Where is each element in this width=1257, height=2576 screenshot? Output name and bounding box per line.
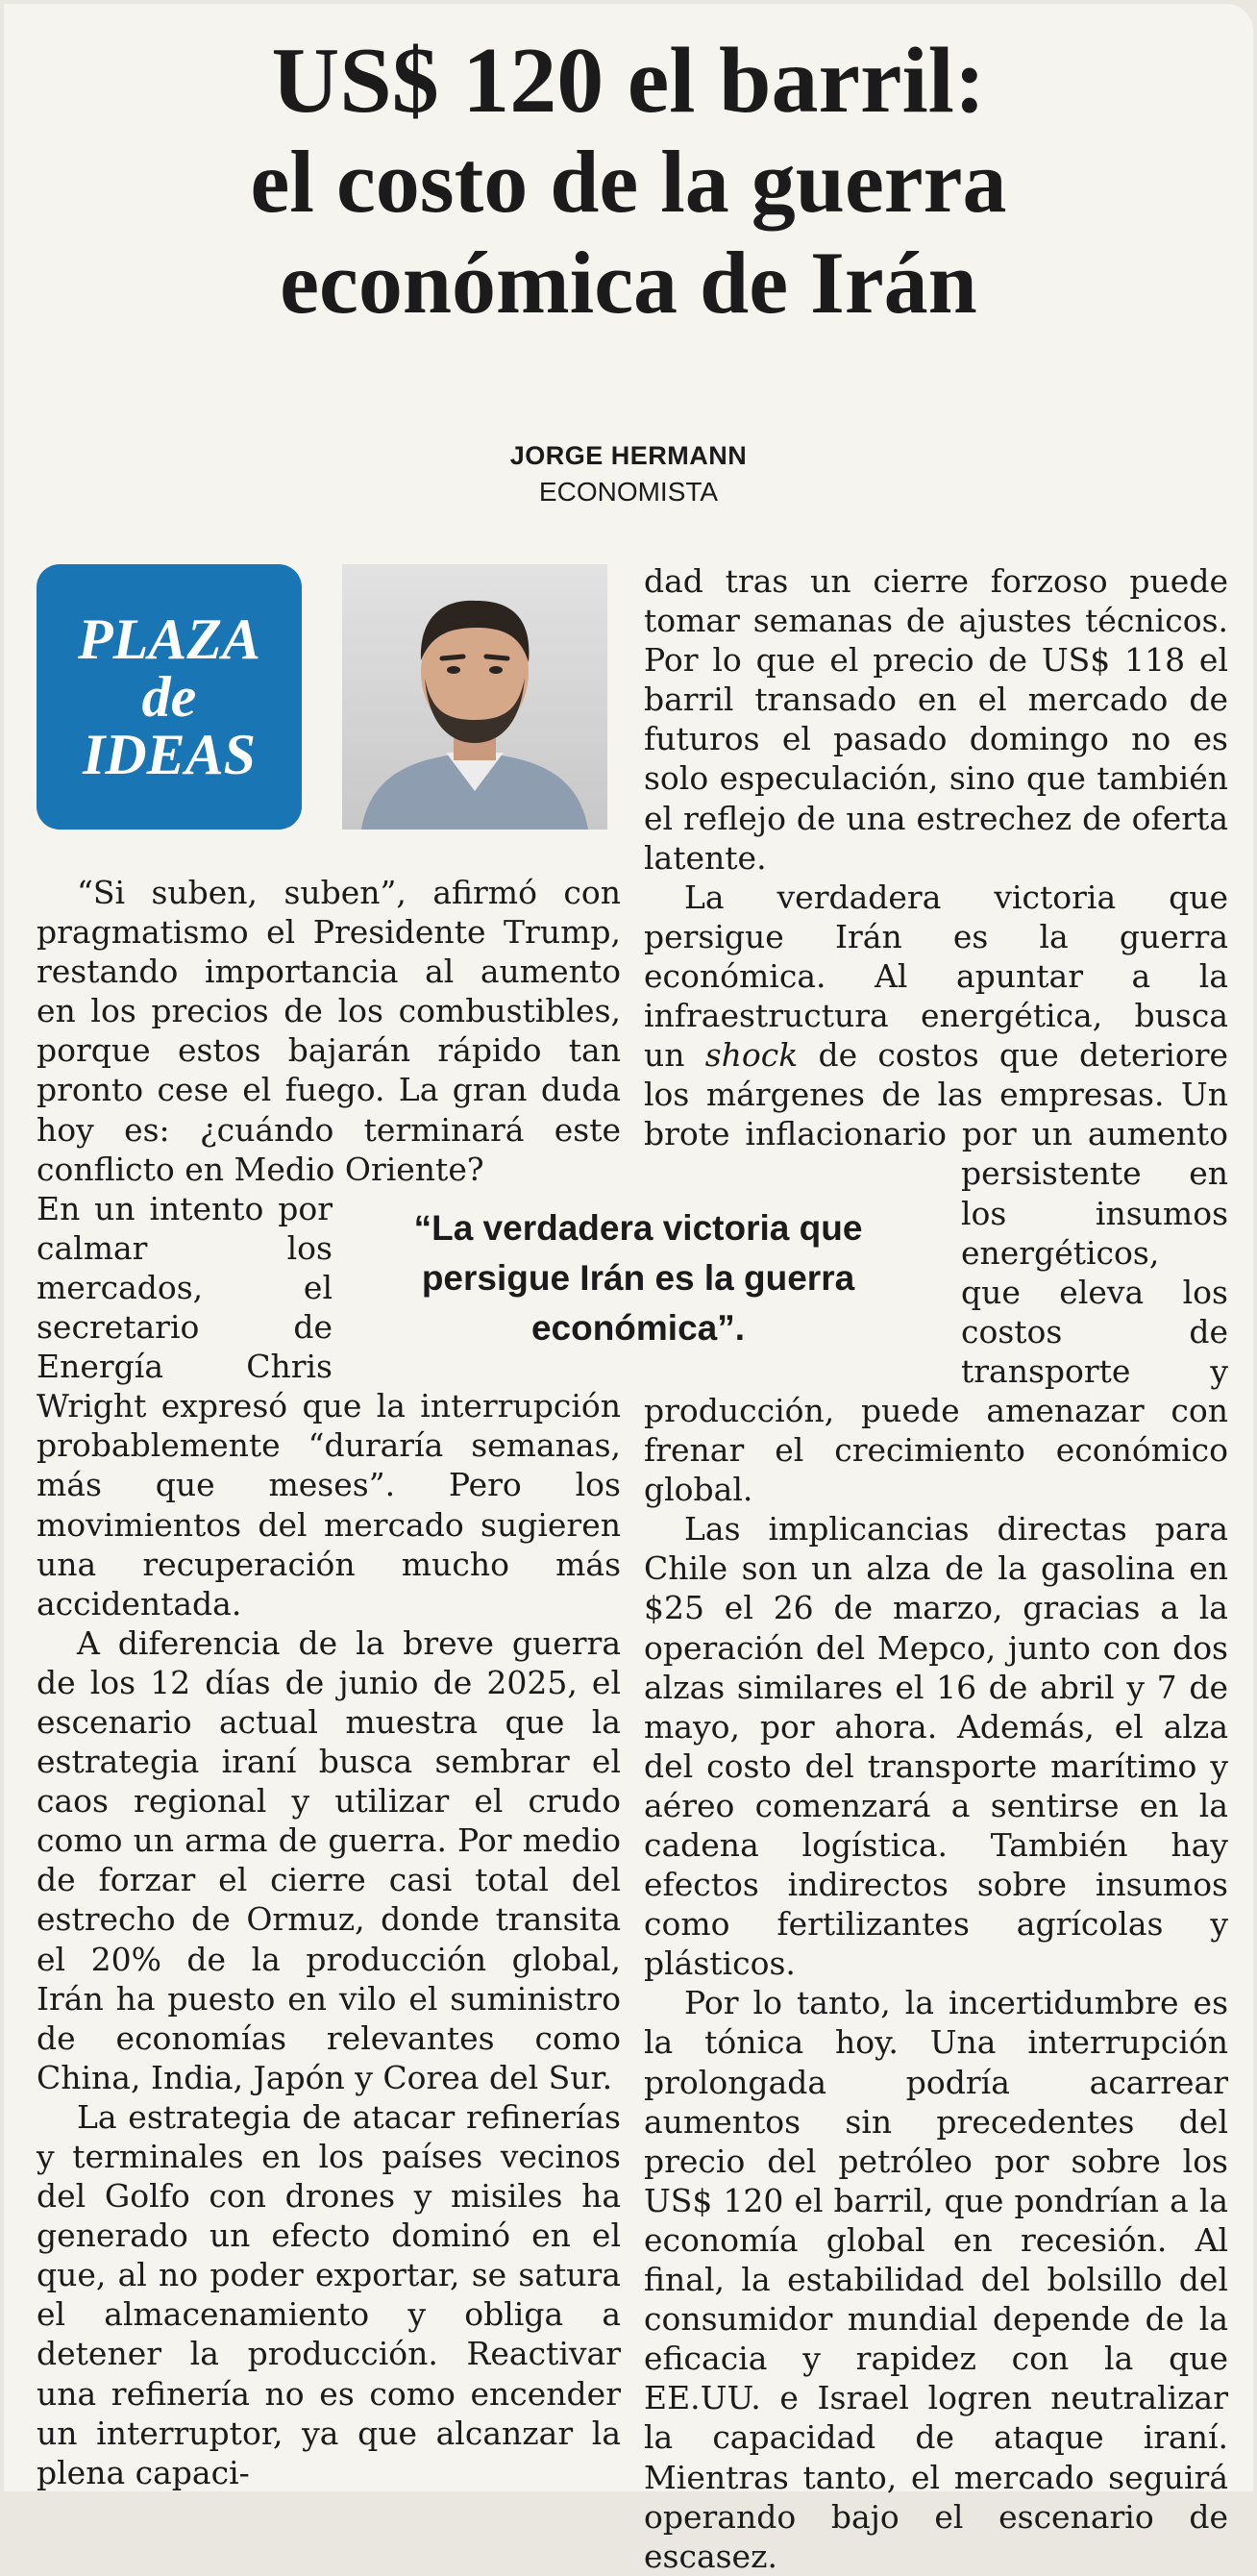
headline xyxy=(4,31,1253,334)
paragraph-4: La estrategia de atacar refinerías y terminales en los países vecinos del Golfo con drones y misiles ha generado un efecto dominó en el que, al no poder exportar, se satura el almacenamiento y obliga a detener la producción. Reactivar una refinería no es como encender un interruptor, ya que alcanzar la plena capaci- xyxy=(37,2097,621,2491)
paragraph-1: “Si suben, suben”, afirmó con pragmatismo el Presidente Trump, restando importancia al aumento en los precios de los combustibles, porque estos bajarán rápido tan pronto cese el fuego. La gran duda hoy es: ¿cuándo terminará este conflicto en Medio Oriente? xyxy=(37,874,621,1188)
section-line-3: IDEAS xyxy=(82,723,257,786)
author-role: ECONOMISTA xyxy=(538,477,719,507)
paragraph-8: Por lo tanto, la incertidumbre es la tónica hoy. Una interrupción prolongada podría acarrear aumentos sin precedentes del precio del petróleo por sobre los US$ 120 el barril, que pondrían a la economía global en recesión. Al final, la estabilidad del bolsillo del consumidor mundial depende de la eficacia y rapidez con la que EE.UU. e Israel logren neutralizar la capacidad de ataque iraní. Mientras tanto, el mercado seguirá operando bajo el escenario de escasez. xyxy=(644,1984,1228,2575)
paragraph-2: En un intento por calmar los mercados, el secretario de Energía Chris Wright expresó que la interrupción probablemente “duraría semanas, más que meses”. Pero los movimientos del mercado sugieren una recuperación mucho más accidentada. xyxy=(37,1189,621,1622)
headline-line-2: el costo de la guerra xyxy=(250,133,1007,231)
paragraph-6-end: de costos que deteriore los márgenes de las empresas. Un brote inflacionario por un aumento persistente en los insumos energéticos, que eleva los costos de transporte y producción, puede amenazar con frenar el crecimiento económico global. xyxy=(644,1036,1228,1509)
left-column xyxy=(37,873,621,2492)
pull-quote: “La verdadera victoria que persigue Irán es la guerra económica”. xyxy=(413,1208,863,1348)
headline-line-1: US$ 120 el barril: xyxy=(271,29,986,133)
paragraph-6-start: La verdadera victoria que persigue Irán es la guerra económica. Al apuntar a la infraestructura energética, busca un xyxy=(644,878,1228,1075)
section-badge xyxy=(37,564,302,830)
article-page xyxy=(4,4,1253,2575)
paragraph-6 xyxy=(644,878,1228,1510)
shock-emphasis: shock xyxy=(704,1036,799,1075)
right-column xyxy=(644,561,1228,2576)
paragraph-7: Las implicancias directas para Chile son un alza de la gasolina en $25 el 26 de marzo, gracias a la operación del Mepco, junto con dos alzas similares el 16 de abril y 7 de mayo, por ahora. Además, el alza del costo del transporte marítimo y aéreo comenzará a sentirse en la cadena logística. También hay efectos indirectos sobre insumos como fertilizantes agrícolas y plásticos. xyxy=(644,1510,1228,1983)
author-name: JORGE HERMANN xyxy=(509,441,748,470)
portrait-illustration xyxy=(342,564,607,830)
byline xyxy=(4,441,1253,508)
headline-line-3: económica de Irán xyxy=(280,234,977,332)
paragraph-3: A diferencia de la breve guerra de los 12 días de junio de 2025, el escenario actual muestra que la estrategia iraní busca sembrar el caos regional y utilizar el crudo como un arma de guerra. Por medio de forzar el cierre casi total del estrecho de Ormuz, donde transita el 20% de la producción global, Irán ha puesto en vilo el suministro de economías relevantes como China, India, Japón y Corea del Sur. xyxy=(37,1623,621,2096)
author-photo xyxy=(342,564,607,830)
paragraph-5: dad tras un cierre forzoso puede tomar semanas de ajustes técnicos. Por lo que el precio de US$ 118 el barril transado en el mercado de futuros el pasado domingo no es solo especulación, sino que también el reflejo de una estrechez de oferta latente. xyxy=(644,562,1228,877)
section-line-2: de xyxy=(141,665,197,729)
section-line-1: PLAZA xyxy=(78,607,260,671)
